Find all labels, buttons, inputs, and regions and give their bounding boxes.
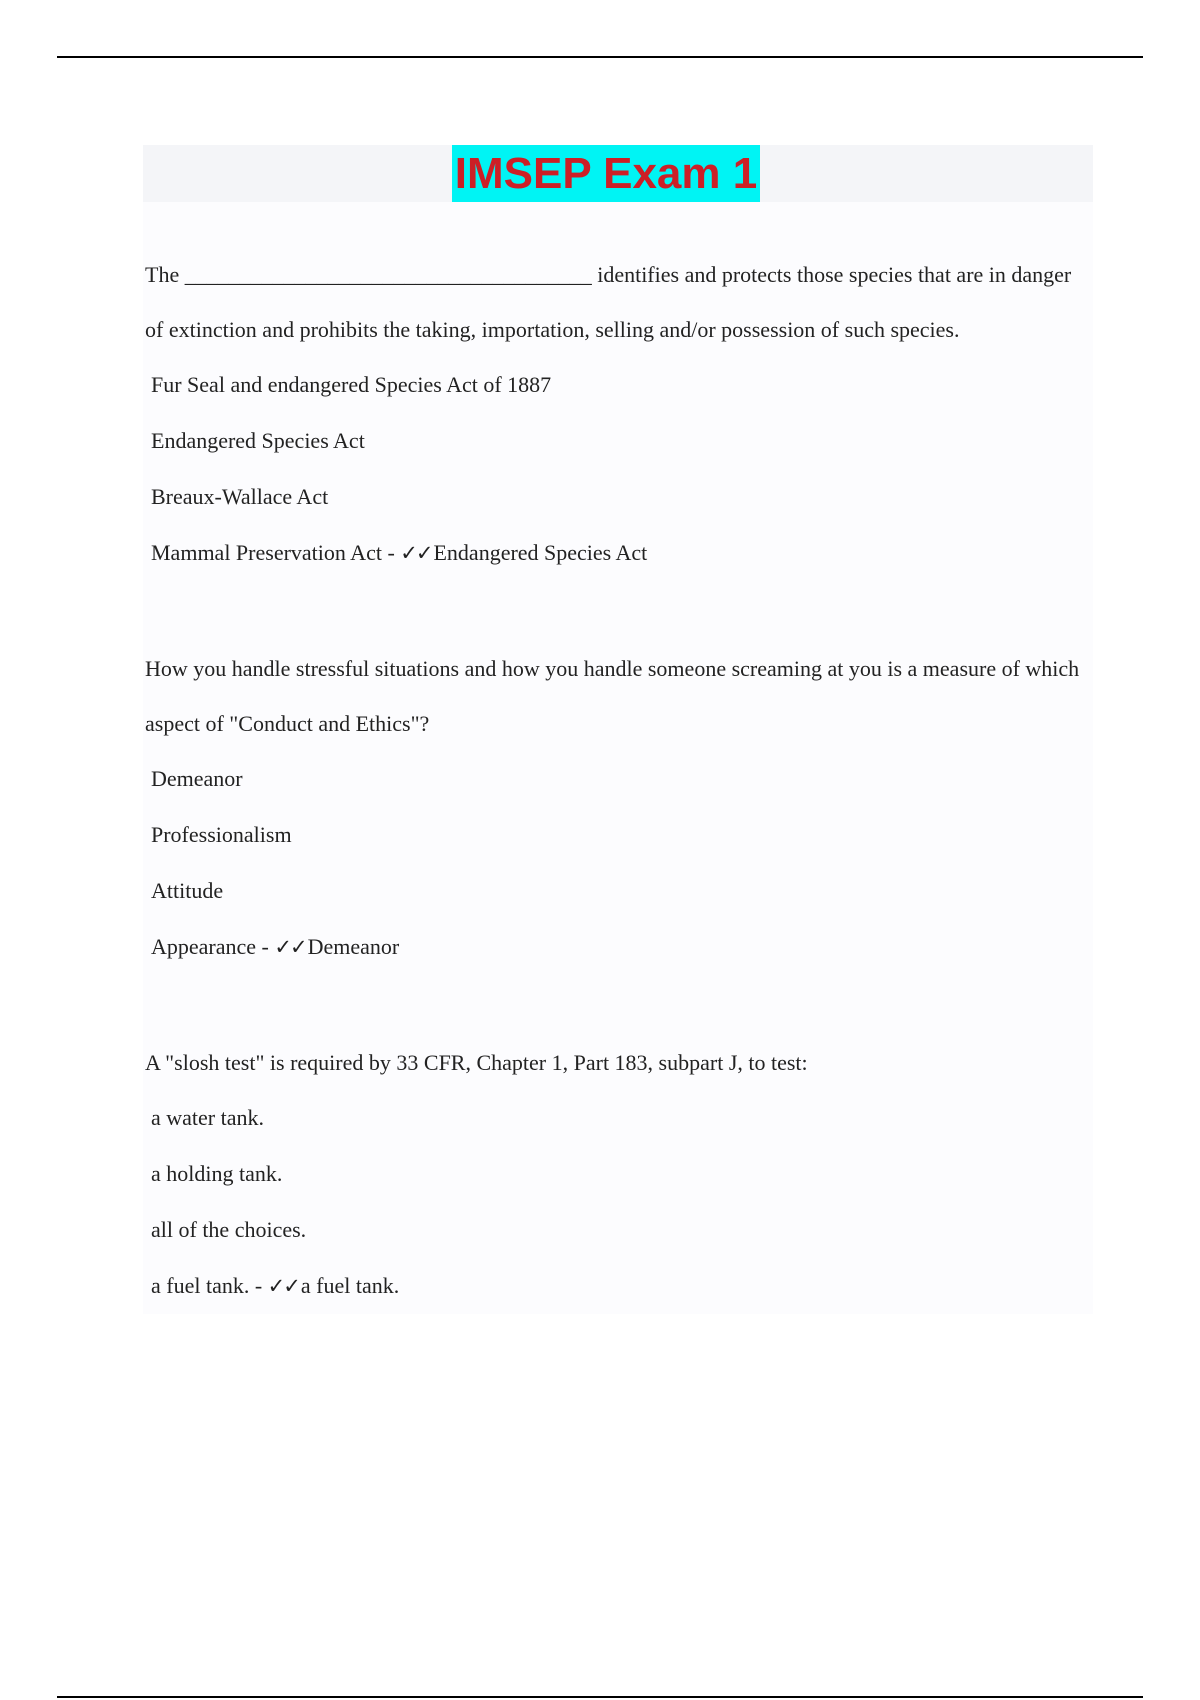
option-item-with-answer [143,525,1093,581]
option-item: Breaux-Wallace Act [151,484,329,509]
option-item: a holding tank. [151,1161,283,1186]
question-block [143,641,1093,975]
question-block [143,1035,1093,1314]
question-text: How you handle stressful situations and how you handle someone screaming at you is a measure of which aspect of "Conduct and Ethics"? [145,656,1080,736]
option-label: a fuel tank. - [151,1273,268,1298]
question-text: The _____________________________________ identifies and protects those species that are in danger of extinction and prohibits the taking, importation, selling and/or possession of such species. [145,262,1072,342]
option-item-with-answer [143,1258,1093,1314]
option-item: all of the choices. [151,1217,307,1242]
title-band [143,145,1093,202]
option-item: a water tank. [151,1105,264,1130]
option-label: Appearance - [151,934,275,959]
option-item: Professionalism [151,822,292,847]
checkmark-icon: ✓✓ [267,1274,299,1298]
correct-answer: Endangered Species Act [433,540,648,565]
checkmark-icon: ✓✓ [274,935,306,959]
page-title: IMSEP Exam 1 [452,145,760,202]
question-text: A "slosh test" is required by 33 CFR, Chapter 1, Part 183, subpart J, to test: [145,1050,808,1075]
option-item: Fur Seal and endangered Species Act of 1887 [151,372,552,397]
option-item-with-answer [143,919,1093,975]
option-label: Mammal Preservation Act - [151,540,401,565]
option-item: Attitude [151,878,224,903]
option-item: Demeanor [151,766,243,791]
option-item: Endangered Species Act [151,428,365,453]
checkmark-icon: ✓✓ [400,541,432,565]
correct-answer: a fuel tank. [300,1273,400,1298]
correct-answer: Demeanor [307,934,400,959]
bottom-rule [57,1696,1143,1698]
top-rule [57,56,1143,58]
page-content [143,145,1093,1314]
question-block [143,247,1093,581]
